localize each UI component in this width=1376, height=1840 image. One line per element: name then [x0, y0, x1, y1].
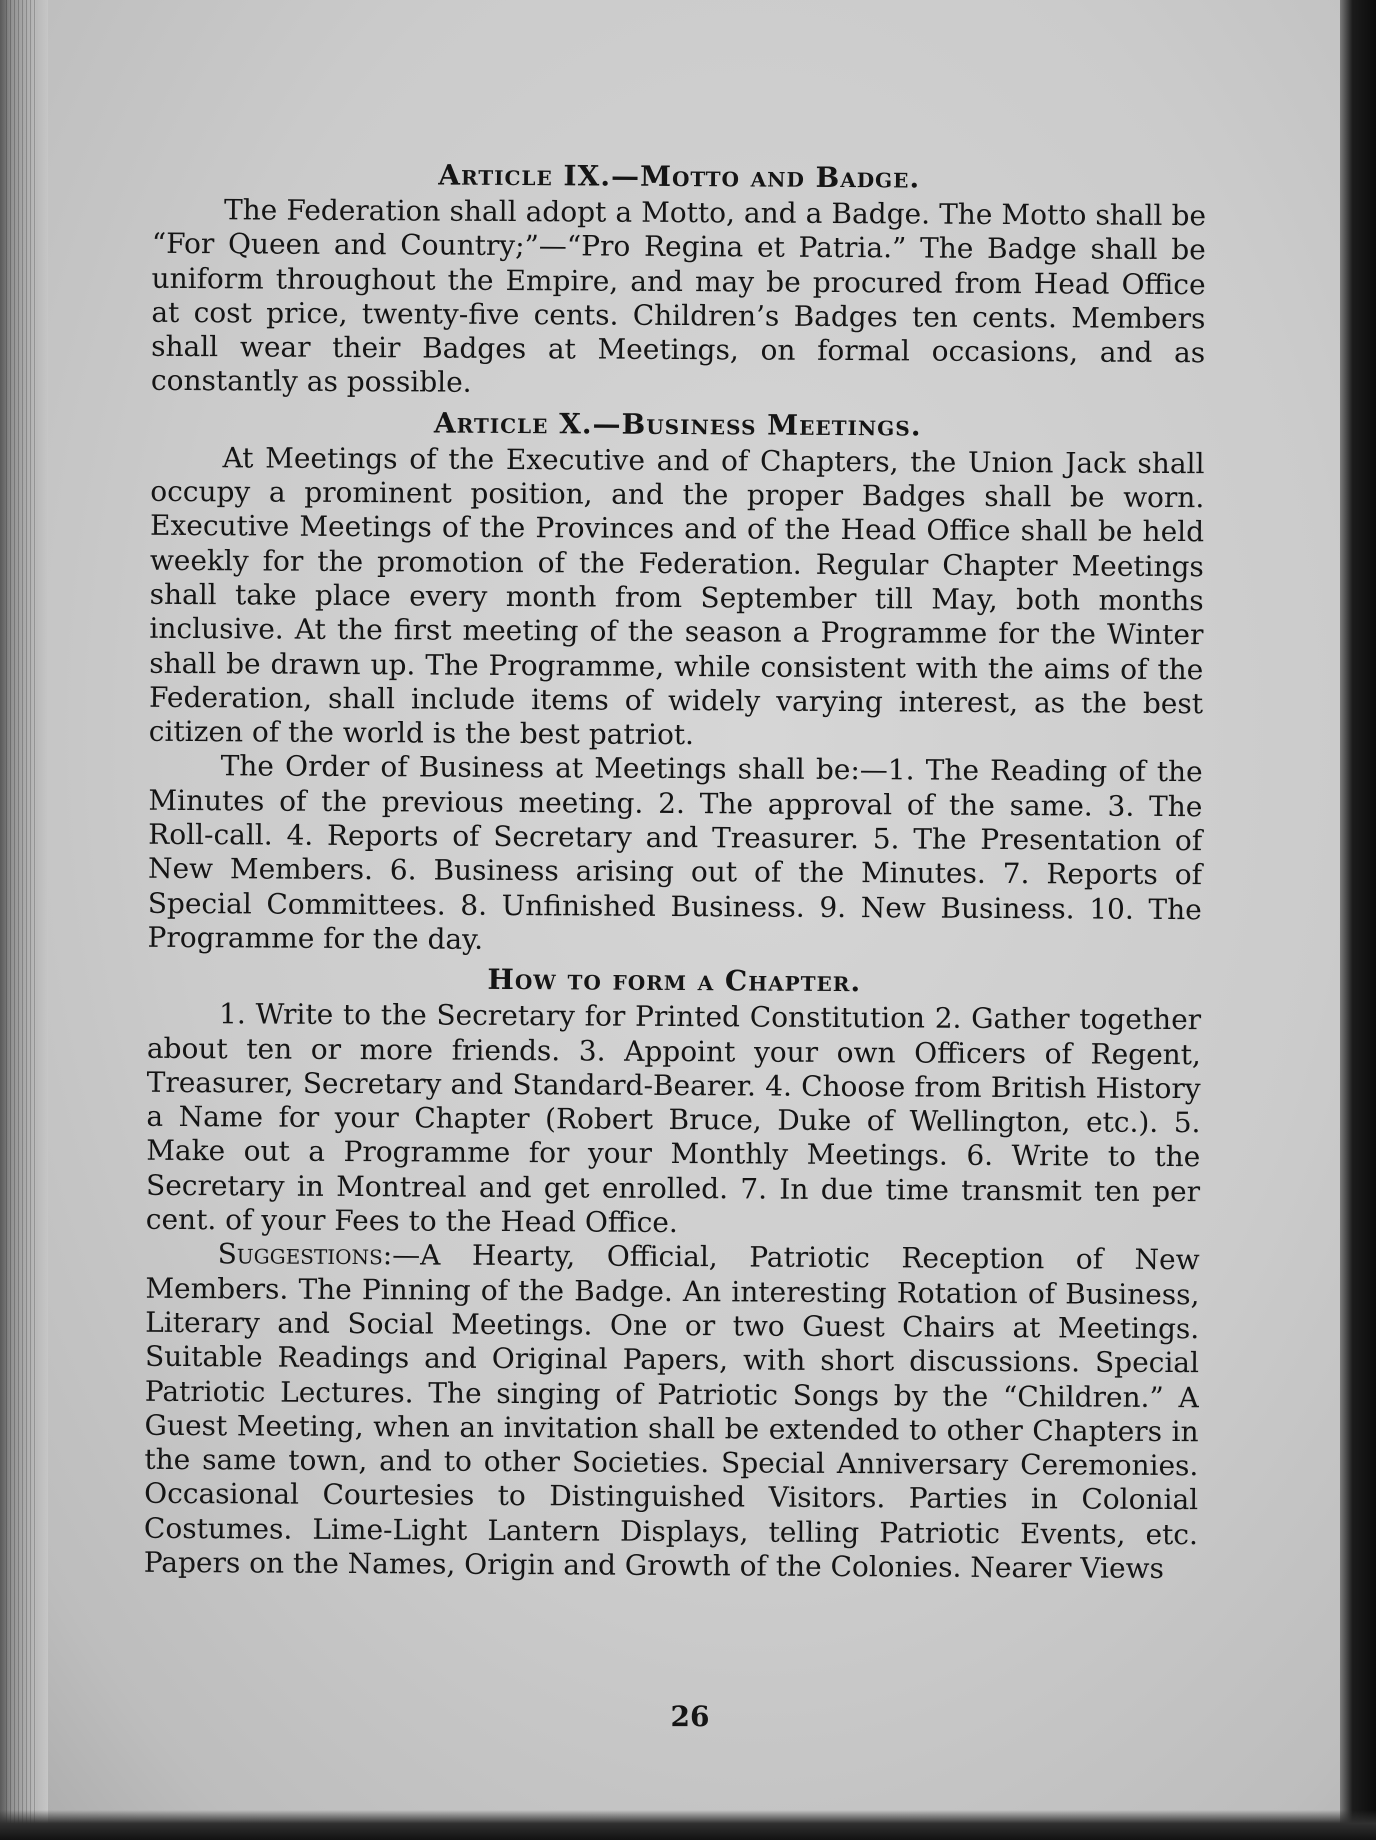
article-ix-heading: Article IX.—Motto and Badge.	[438, 158, 921, 195]
page-number: 26	[670, 1700, 710, 1733]
suggestions-text: —A Hearty, Official, Patriotic Reception of New Members. The Pinning of the Badge. An interesting Rotation of Business, Literary and Social Meetings. One or two Guest Chairs at Meetings. Suitable Readings and Original Papers, with short discussions. Special Patriotic Lectures. The singing of Patriotic Songs by the “Children.” A Guest Meeting, when an invitation shall be extended to other Chapters in the same town, and to other Societies. Special Anniversary Ceremonies. Occasional Courtesies to Distinguished Visitors. Parties in Colonial Costumes. Lime-Light Lantern Displays, telling Patriotic Events, etc. Papers on the Names, Origin and Growth of the Colonies. Nearer Views	[143, 1238, 1200, 1585]
suggestions-paragraph	[144, 1237, 1200, 1586]
article-x-heading: Article X.—Business Meetings.	[433, 406, 922, 443]
article-x-paragraph-meetings: At Meetings of the Executive and of Chapters, the Union Jack shall occupy a prominent position, and the proper Badges shall be worn. Executive Meetings of the Provinces and of the Head Office shall be held weekly for the promotion of the Federation. Regular Chapter Meetings shall take place every month from September till May, both months inclusive. At the first meeting of the season a Programme for the Winter shall be drawn up. The Programme, while consistent with the aims of the Federation, shall include items of widely varying interest, as the best citizen of the world is the best patriot.	[148, 441, 1205, 752]
how-to-form-chapter-heading: How to form a Chapter.	[487, 963, 862, 999]
right-page-edge	[1340, 0, 1376, 1840]
page-edges	[6, 0, 36, 1840]
article-x-paragraph-order-of-business: The Order of Business at Meetings shall be:—1. The Reading of the Minutes of the previous meeting. 2. The approval of the same. 3. The Roll-call. 4. Reports of Secretary and Treasurer. 5. The Presentation of New Members. 6. Business arising out of the Minutes. 7. Reports of Special Committees. 8. Unfinished Business. 9. New Business. 10. The Programme for the day.	[147, 749, 1203, 956]
suggestions-lead: Suggestions:	[217, 1237, 393, 1272]
how-to-form-chapter-paragraph: 1. Write to the Secretary for Printed Constitution 2. Gather together about ten or more friends. 3. Appoint your own Officers of Regent, Treasurer, Secretary and Standard-Bearer. 4. Choose from British History a Name for your Chapter (Robert Bruce, Duke of Wellington, etc.). 5. Make out a Programme for your Monthly Meetings. 6. Write to the Secretary in Montreal and get enrolled. 7. In due time transmit ten per cent. of your Fees to the Head Office.	[145, 997, 1202, 1240]
bottom-page-edge	[0, 1810, 1376, 1840]
article-ix-paragraph: The Federation shall adopt a Motto, and a Badge. The Motto shall be “For Queen and Country;”—“Pro Regina et Patria.” The Badge shall be uniform throughout the Empire, and may be procured from Head Office at cost price, twenty-five cents. Children’s Badges ten cents. Members shall wear their Badges at Meetings, on formal occasions, and as constantly as possible.	[150, 193, 1207, 400]
page-text	[144, 155, 1207, 1587]
